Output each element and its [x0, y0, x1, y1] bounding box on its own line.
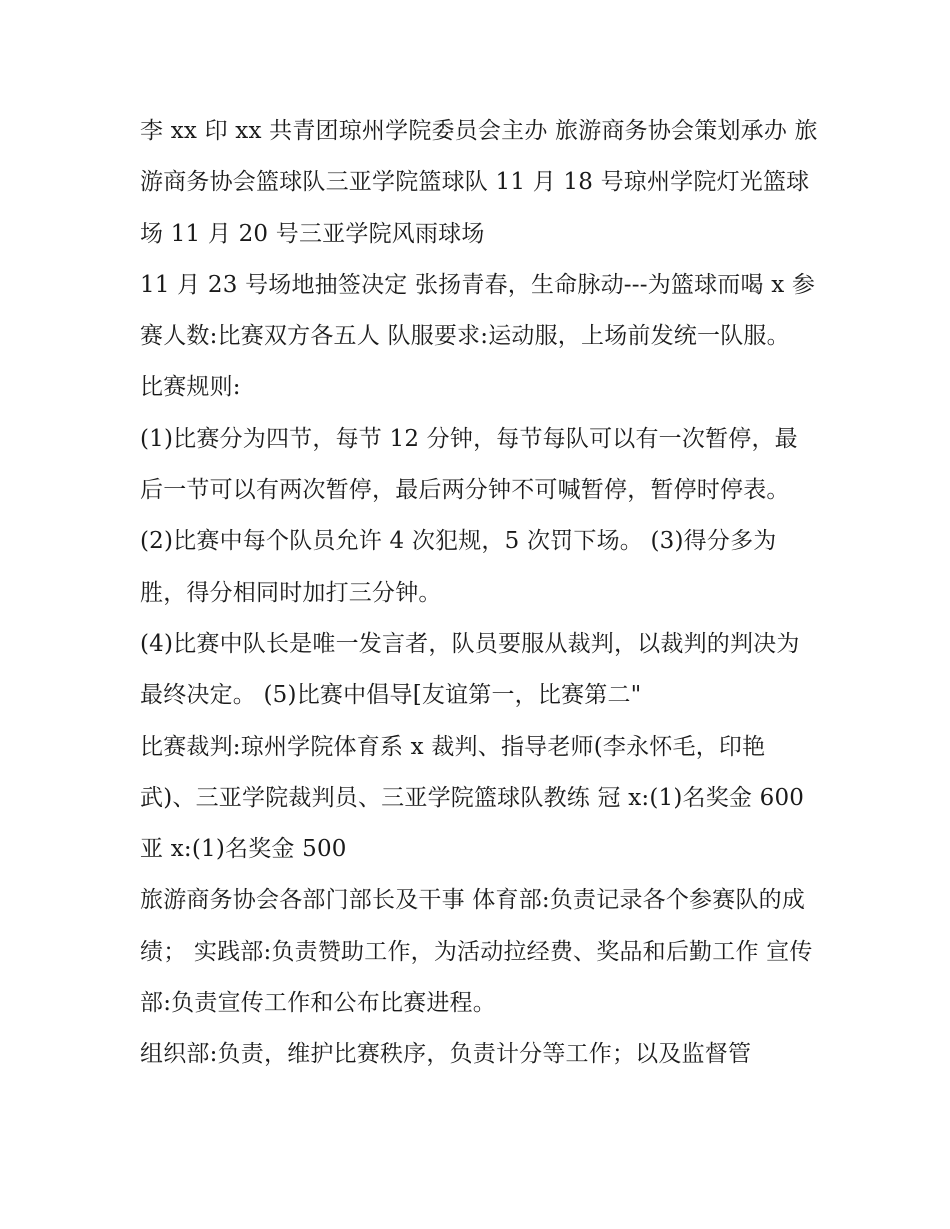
paragraph-departments: 旅游商务协会各部门部长及干事 体育部:负责记录各个参赛队的成绩； 实践部:负责赞助工作，为活动拉经费、奖品和后勤工作 宣传部:负责宣传工作和公布比赛进程。 — [140, 887, 813, 1017]
paragraph-rule-1: (1)比赛分为四节，每节 12 分钟，每节每队可以有一次暂停，最后一节可以有两次暂停，最后两分钟不可喊暂停，暂停时停表。 — [140, 425, 798, 504]
paragraph-rule-4-5: (4)比赛中队长是唯一发言者，队员要服从裁判，以裁判的判决为最终决定。 (5)比赛中倡导[友谊第一，比赛第二" — [140, 630, 800, 709]
document-body — [140, 106, 820, 1081]
paragraph-organizers: 李 xx 印 xx 共青团琼州学院委员会主办 旅游商务协会策划承办 旅游商务协会篮球队三亚学院篮球队 11 月 18 号琼州学院灯光篮球场 11 月 20 号三亚学院风雨球场 — [140, 118, 818, 247]
paragraph-rule-2-3: (2)比赛中每个队员允许 4 次犯规，5 次罚下场。 (3)得分多为胜，得分相同时加打三分钟。 — [140, 528, 777, 606]
paragraph-organization-dept: 组织部:负责，维护比赛秩序，负责计分等工作；以及监督管 — [140, 1041, 752, 1068]
paragraph-referees-prizes: 比赛裁判:琼州学院体育系 x 裁判、指导老师(李永怀毛，印艳武)、三亚学院裁判员、三亚学院篮球队教练 冠 x:(1)名奖金 600 亚 x:(1)名奖金 500 — [140, 733, 805, 863]
paragraph-schedule-participants: 11 月 23 号场地抽签决定 张扬青春，生命脉动---为篮球而喝 x 参赛人数:比赛双方各五人 队服要求:运动服，上场前发统一队服。 比赛规则: — [140, 271, 816, 401]
